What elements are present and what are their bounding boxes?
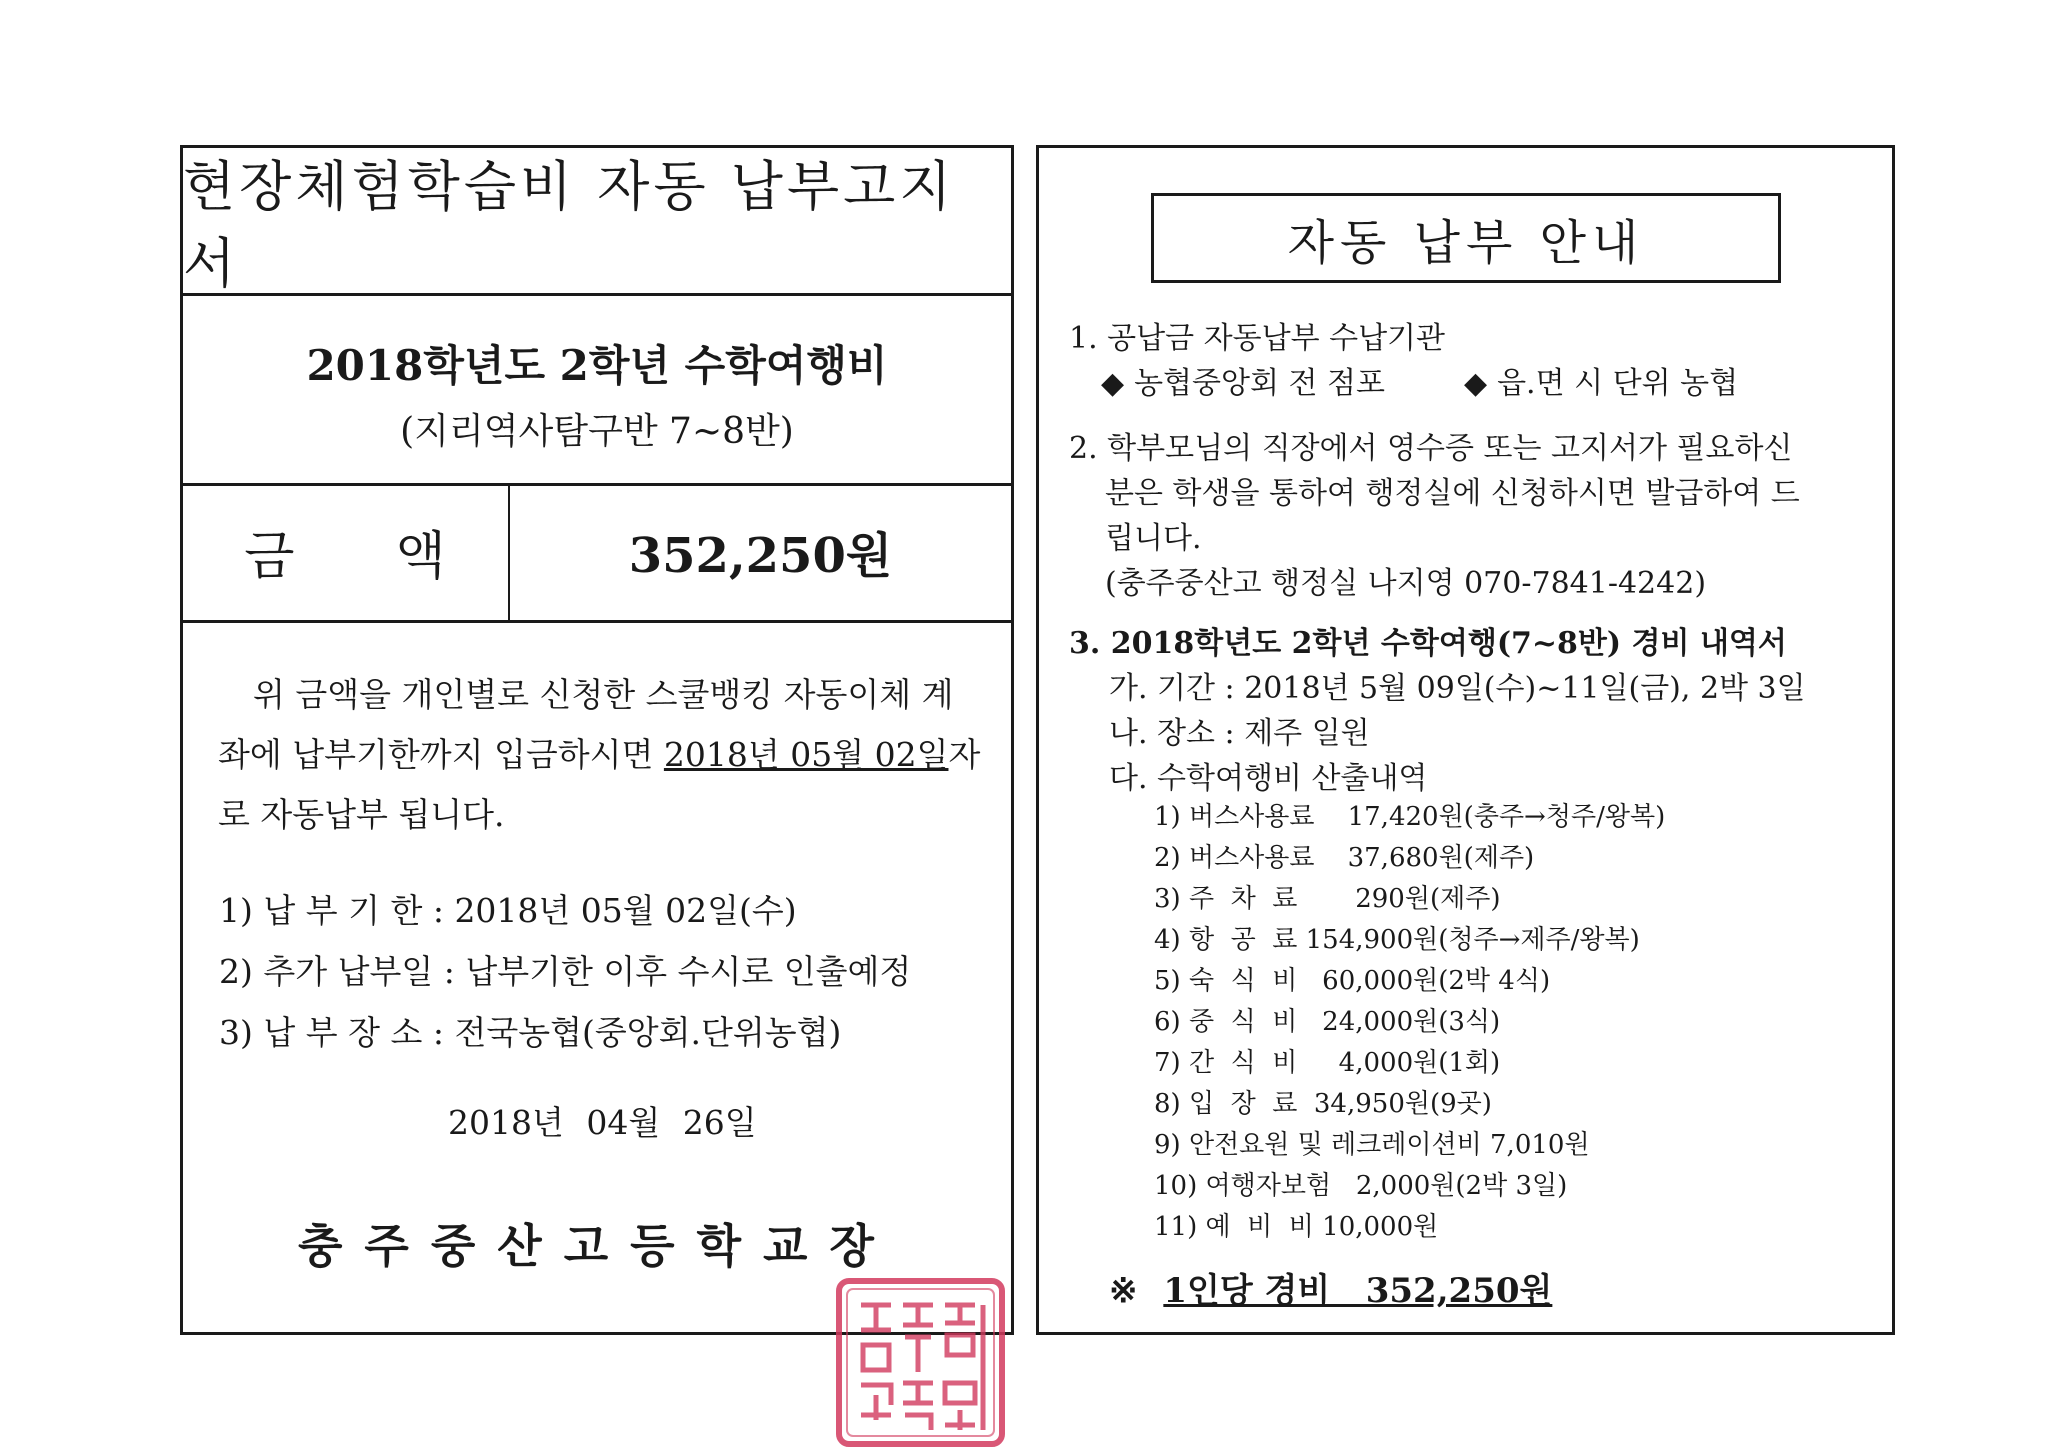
cost-item: 10) 여행자보험 2,000원(2박 3일) bbox=[1154, 1171, 1568, 1201]
section-1-bullet bbox=[1464, 358, 1738, 402]
cost-item: 8) 입 장 료 34,950원(9곳) bbox=[1154, 1089, 1492, 1119]
notice-subtitle: 2018학년도 2학년 수학여행비 bbox=[306, 341, 888, 390]
notice-subtitle-section bbox=[183, 293, 1011, 486]
notice-panel bbox=[180, 145, 1014, 1448]
cost-item: 11) 예 비 비 10,000원 bbox=[1154, 1212, 1439, 1242]
school-principal-name: 충주중산고등학교장 bbox=[298, 1219, 896, 1273]
notice-subtitle-class: (지리역사탐구반 7~8반) bbox=[400, 411, 794, 452]
amount-label bbox=[183, 483, 510, 620]
guide-title: 자동 납부 안내 bbox=[1151, 193, 1781, 283]
cost-item: 4) 항 공 료 154,900원(청주→제주/왕복) bbox=[1154, 925, 1640, 955]
section-2-line: 2. 학부모님의 직장에서 영수증 또는 고지서가 필요하신 bbox=[1069, 431, 1793, 466]
diamond-icon: ◆ bbox=[1101, 366, 1125, 401]
cost-item: 5) 숙 식 비 60,000원(2박 4식) bbox=[1154, 966, 1551, 996]
cost-item: 3) 주 차 료 290원(제주) bbox=[1154, 884, 1501, 914]
cost-item: 2) 버스사용료 37,680원(제주) bbox=[1154, 843, 1535, 873]
section-2-contact: (충주중산고 행정실 나지영 070-7841-4242) bbox=[1105, 566, 1707, 601]
section-3-place: 나. 장소 : 제주 일원 bbox=[1109, 716, 1370, 751]
section-3-cost-header: 다. 수학여행비 산출내역 bbox=[1109, 761, 1428, 796]
amount-row bbox=[183, 483, 1011, 623]
section-3-period: 가. 기간 : 2018년 5월 09일(수)~11일(금), 2박 3일 bbox=[1109, 671, 1806, 706]
section-2-line: 분은 학생을 통하여 행정실에 신청하시면 발급하여 드 bbox=[1105, 476, 1800, 511]
notice-title: 현장체험학습비 자동 납부고지서 bbox=[183, 148, 1011, 296]
paragraph-line-2-a: 좌에 납부기한까지 입금하시면 bbox=[218, 735, 664, 774]
cost-item: 9) 안전요원 및 레크레이션비 7,010원 bbox=[1154, 1130, 1590, 1160]
seal-text: 충주중산고등학교장의인 bbox=[920, 1447, 931, 1448]
section-3-title: 3. 2018학년도 2학년 수학여행(7~8반) 경비 내역서 bbox=[1069, 626, 1787, 661]
diamond-icon: ◆ bbox=[1464, 366, 1488, 401]
payment-item: 3) 납 부 장 소 : 전국농협(중앙회.단위농협) bbox=[219, 1013, 842, 1052]
paragraph-line-2-b: 자 bbox=[948, 735, 981, 774]
amount-label-char-2: 액 bbox=[395, 527, 447, 587]
school-seal-stamp bbox=[833, 1275, 1008, 1450]
cost-item: 7) 간 식 비 4,000원(1회) bbox=[1154, 1048, 1501, 1078]
paragraph-line-3: 로 자동납부 됩니다. bbox=[218, 795, 505, 834]
reference-mark: ※ bbox=[1109, 1271, 1138, 1311]
bullet-text: 농협중앙회 전 점포 bbox=[1134, 366, 1385, 401]
payment-item: 1) 납 부 기 한 : 2018년 05월 02일(수) bbox=[219, 891, 797, 930]
section-2-line: 립니다. bbox=[1105, 521, 1202, 556]
total-cost bbox=[1109, 1263, 1552, 1312]
paragraph-line-1: 위 금액을 개인별로 신청한 스쿨뱅킹 자동이체 계 bbox=[253, 675, 954, 714]
total-cost-text: 1인당 경비 352,250원 bbox=[1163, 1271, 1553, 1311]
payment-item: 2) 추가 납부일 : 납부기한 이후 수시로 인출예정 bbox=[219, 952, 912, 991]
issue-date: 2018년 04월 26일 bbox=[448, 1103, 757, 1142]
amount-label-char-1: 금 bbox=[244, 527, 296, 587]
amount-value: 352,250원 bbox=[628, 528, 893, 584]
bullet-text: 읍.면 시 단위 농협 bbox=[1497, 366, 1739, 401]
notice-body bbox=[183, 620, 1011, 1448]
cost-item: 1) 버스사용료 17,420원(충주→청주/왕복) bbox=[1154, 802, 1666, 832]
section-1-bullet bbox=[1101, 358, 1385, 402]
cost-item: 6) 중 식 비 24,000원(3식) bbox=[1154, 1007, 1501, 1037]
notice-paragraph bbox=[218, 665, 983, 845]
paragraph-due-date: 2018년 05월 02일 bbox=[663, 735, 949, 774]
paragraph-line-2 bbox=[218, 725, 983, 785]
guide-panel bbox=[1036, 145, 1895, 1335]
section-1-title: 1. 공납금 자동납부 수납기관 bbox=[1069, 321, 1446, 356]
